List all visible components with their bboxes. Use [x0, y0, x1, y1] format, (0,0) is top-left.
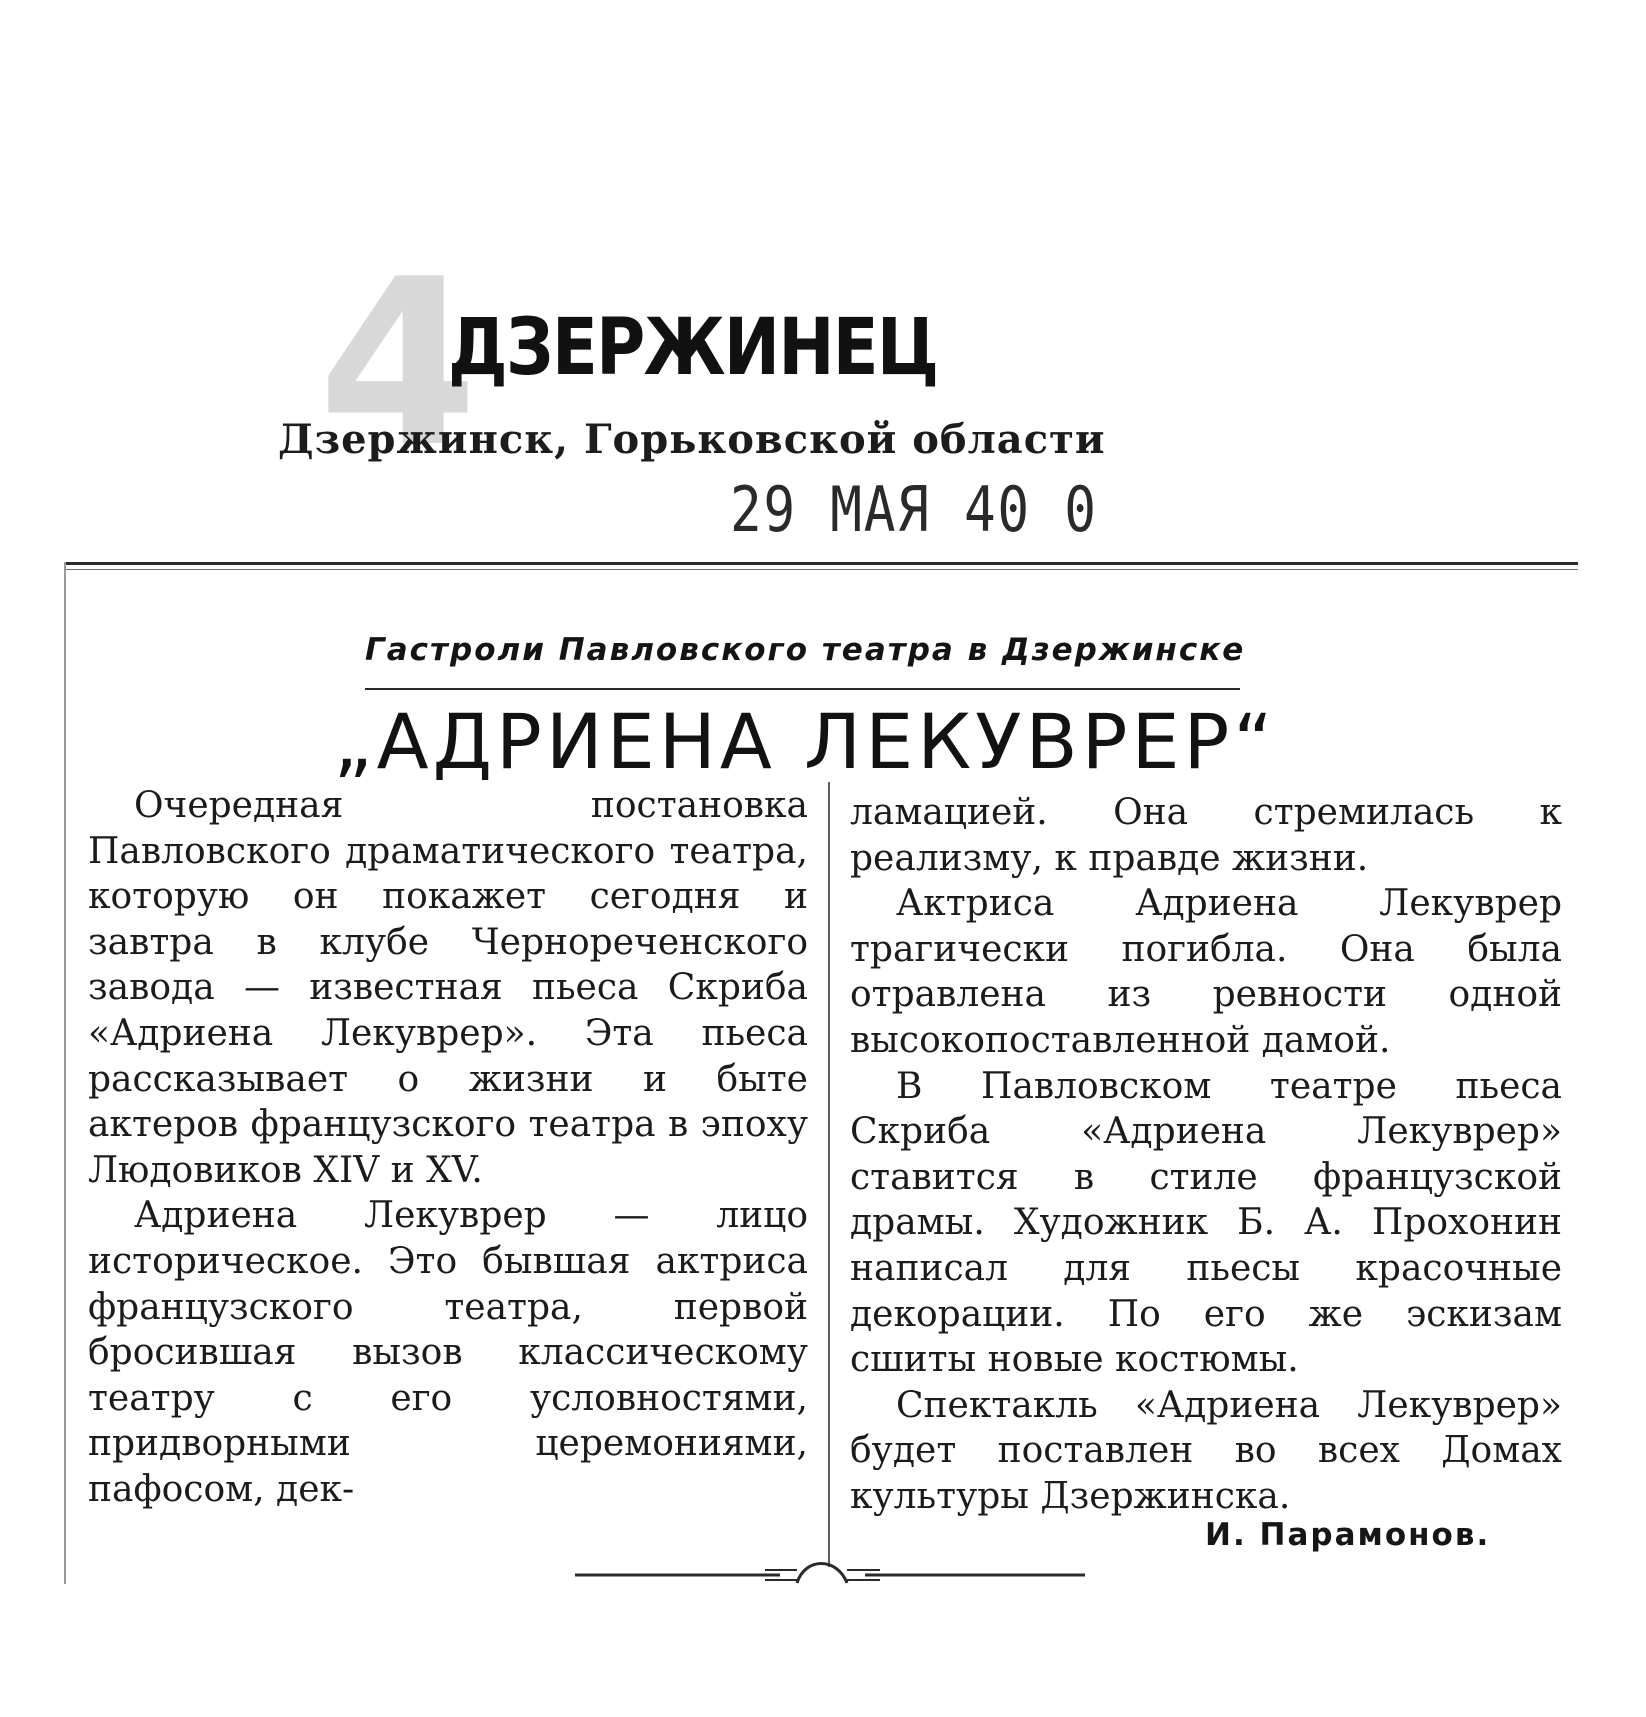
- paragraph: Актриса Адриена Лекуврер трагически погибла. Она была отравлена из ревности одной высокопоставленной дамой.: [850, 883, 1562, 1061]
- article-headline: „АДРИЕНА ЛЕКУВРЕР“: [333, 697, 1277, 786]
- paragraph-continuation: ламацией. Она стремилась к реализму, к правде жизни.: [850, 792, 1562, 879]
- article-right-column: [850, 790, 1562, 1520]
- end-ornament: [575, 1555, 1085, 1589]
- column-divider: [828, 782, 830, 1567]
- top-rule: [64, 562, 1578, 565]
- newspaper-place: Дзержинск, Горьковской области: [278, 416, 1106, 463]
- archive-stamp-number: 4: [318, 231, 479, 498]
- issue-date-stamp: 29 МАЯ 40 0: [730, 473, 1098, 546]
- paragraph: Очередная постановка Павловского драматического театра, которую он покажет сегодня и завтра в клубе Чернореченского завода — известная пьеса Скриба «Адриена Лекуврер». Эта пьеса рассказывает о жизни и быте актеров французского театра в эпоху Людовиков XIV и XV.: [88, 785, 808, 1191]
- paragraph: Спектакль «Адриена Лекуврер» будет поставлен во всех Домах культуры Дзержинска.: [850, 1384, 1562, 1517]
- left-rule: [64, 562, 66, 1584]
- article-left-column: [88, 783, 808, 1513]
- rubric-underline: [365, 688, 1240, 690]
- paragraph: В Павловском театре пьеса Скриба «Адриена Лекуврер» ставится в стиле французской драмы. Художник Б. А. Прохонин написал для пьесы красочные декорации. По его же эскизам сшиты новые костюмы.: [850, 1065, 1562, 1381]
- newspaper-title: ДЗЕРЖИНЕЦ: [448, 303, 938, 393]
- article-rubric: Гастроли Павловского театра в Дзержинске: [365, 632, 1246, 668]
- paragraph: Адриена Лекуврер — лицо историческое. Это бывшая актриса французского театра, первой бросившая вызов классическому театру с его условностями, придворными церемониями, пафосом, дек-: [88, 1195, 808, 1510]
- top-rule-thin: [64, 569, 1578, 570]
- author-signature: И. Парамонов.: [1205, 1517, 1491, 1553]
